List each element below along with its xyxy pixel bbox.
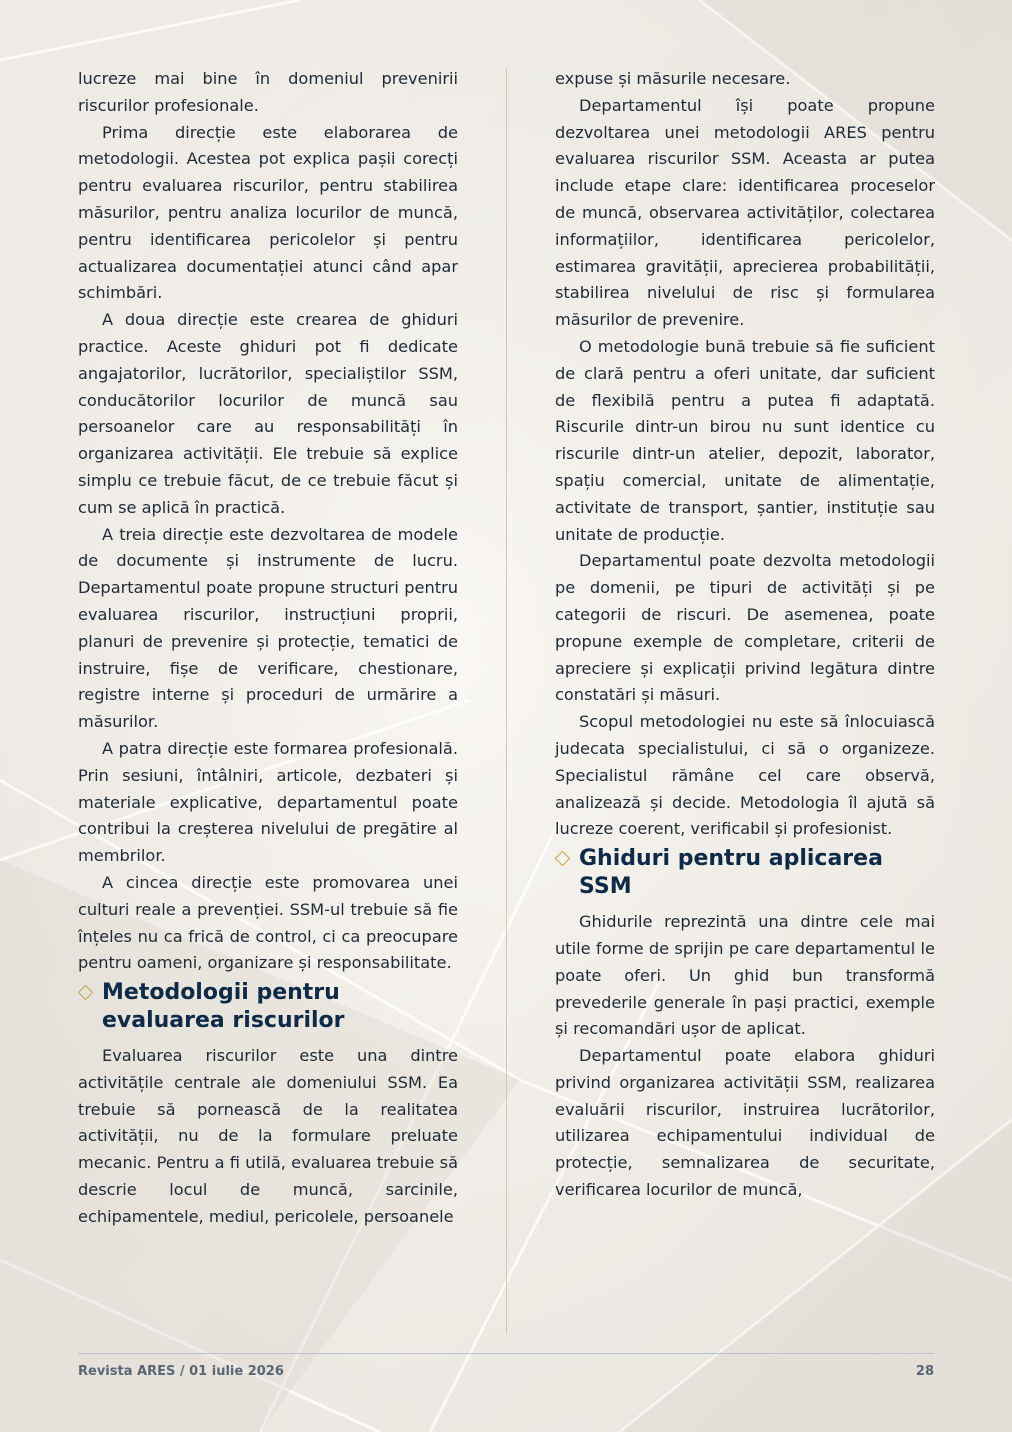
paragraph: A patra direcție este formarea profesională. Prin sesiuni, întâlniri, articole, dezbateri și materiale explicative, departamentul poate contribui la creșterea nivelului de pregătire al membrilor.	[78, 738, 458, 866]
footer-publication: Revista ARES / 01 iulie 2026	[78, 1364, 284, 1379]
left-column	[78, 66, 458, 1231]
paragraph: A cincea direcție este promovarea unei culturi reale a prevenției. SSM-ul trebuie să fie înțeles nu ca frică de control, ci ca preocupare pentru oameni, organizare și responsabilitate.	[78, 872, 458, 973]
section-heading-text: Ghiduri pentru aplicarea SSM	[579, 846, 883, 900]
right-column	[555, 66, 935, 1204]
column-divider	[506, 68, 507, 1334]
paragraph: Departamentul poate dezvolta metodologii pe domenii, pe tipuri de activități și pe categorii de riscuri. De asemenea, poate propune exemple de completare, criterii de apreciere și explicații privind legătura dintre constatări și măsuri.	[555, 551, 935, 705]
paragraph: expuse și măsurile necesare.	[555, 69, 791, 88]
paragraph: Scopul metodologiei nu este să înlocuiască judecata specialistului, ci să o organizeze. Specialistul rămâne cel care observă, analizează și decide. Metodologia îl ajută să lucreze coerent, verificabil și profesionist.	[555, 712, 935, 839]
section-heading-text: Metodologii pentru evaluarea riscurilor	[102, 980, 345, 1034]
paragraph: A treia direcție este dezvoltarea de modele de documente și instrumente de lucru. Departamentul poate propune structuri pentru evaluarea riscurilor, instrucțiuni proprii, planuri de prevenire și protecție, tematici de instruire, fișe de verificare, chestionare, registre interne și proceduri de urmărire a măsurilor.	[78, 524, 458, 732]
paragraph: Ghidurile reprezintă una dintre cele mai utile forme de sprijin pe care departamentul le poate oferi. Un ghid bun transformă prevederile generale în pași practici, exemple și recomandări ușor de aplicat.	[555, 912, 935, 1039]
section-heading	[555, 845, 935, 901]
paragraph: A doua direcție este crearea de ghiduri practice. Aceste ghiduri pot fi dedicate angajatorilor, lucrătorilor, specialiștilor SSM, conducătorilor locurilor de muncă sau persoanelor care au responsabilități în organizarea activității. Ele trebuie să explice simplu ce trebuie făcut, de ce trebuie făcut și cum se aplică în practică.	[78, 310, 458, 517]
paragraph: Evaluarea riscurilor este una dintre activitățile centrale ale domeniului SSM. Ea trebuie să pornească de la realitatea activității, nu de la formulare preluate mecanic. Pentru a fi utilă, evaluarea trebuie să descrie locul de muncă, sarcinile, echipamentele, mediul, pericolele, persoanele	[78, 1046, 458, 1226]
paragraph: Departamentul își poate propune dezvoltarea unei metodologii ARES pentru evaluarea riscurilor SSM. Aceasta ar putea include etape clare: identificarea proceselor de muncă, observarea activităților, colectarea informațiilor, identificarea pericolelor, estimarea gravității, aprecierea probabilității, stabilirea nivelului de risc și formularea măsurilor de prevenire.	[555, 95, 935, 330]
paragraph: O metodologie bună trebuie să fie suficient de clară pentru a oferi unitate, dar suficient de flexibilă pentru a putea fi adaptată. Riscurile dintr-un birou nu sunt identice cu riscurile dintr-un atelier, depozit, laborator, spațiu comercial, unitate de alimentație, activitate de transport, șantier, instituție sau unitate de producție.	[555, 336, 935, 544]
section-heading	[78, 979, 458, 1035]
diamond-icon	[78, 985, 94, 1001]
page-number: 28	[915, 1364, 934, 1379]
paragraph: Prima direcție este elaborarea de metodologii. Acestea pot explica pașii corecți pentru evaluarea riscurilor, pentru stabilirea măsurilor, pentru analiza locurilor de muncă, pentru identificarea pericolelor și pentru actualizarea documentației atunci când apar schimbări.	[78, 122, 458, 303]
footer-divider	[78, 1353, 934, 1354]
diamond-icon	[555, 851, 571, 867]
paragraph: lucreze mai bine în domeniul prevenirii riscurilor profesionale.	[78, 69, 458, 115]
paragraph: Departamentul poate elabora ghiduri privind organizarea activității SSM, realizarea evaluării riscurilor, instruirea lucrătorilor, utilizarea echipamentului individual de protecție, semnalizarea de securitate, verificarea locurilor de muncă,	[555, 1046, 935, 1200]
